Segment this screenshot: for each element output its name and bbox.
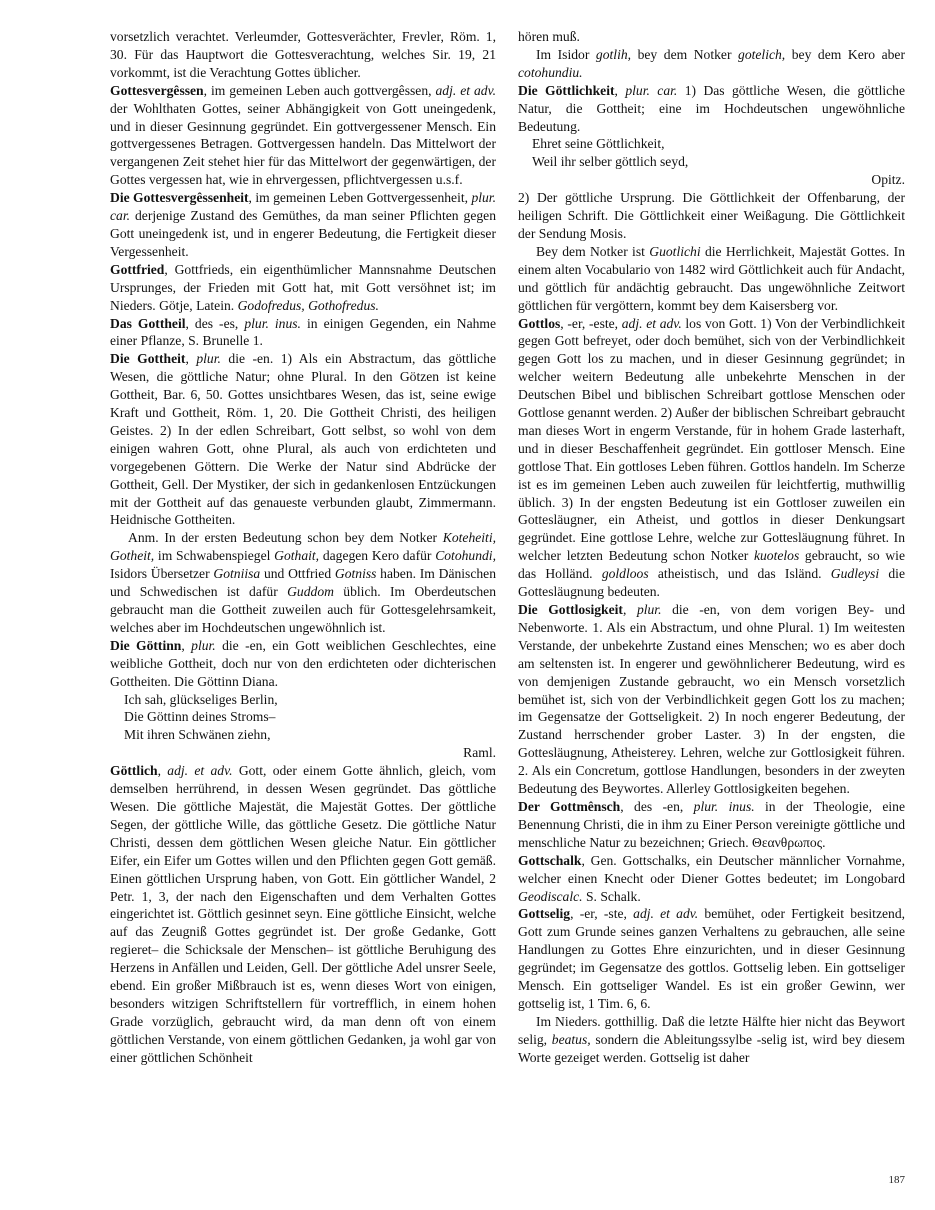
paragraph (518, 28, 905, 46)
body-text: dagegen Kero dafür (319, 548, 436, 564)
headword: Die Gottlosigkeit (518, 602, 623, 617)
dictionary-entry (518, 82, 905, 136)
body-text: Raml. (463, 745, 496, 761)
verse-line (518, 135, 905, 153)
body-text: in einigen Gegenden, ein Nahme einer Pflanze, S. Brunelle 1. (110, 315, 497, 349)
headword: Die Göttinn (110, 637, 182, 653)
headword: Die Gottheit (110, 351, 186, 367)
headword: Der Gottmênsch (518, 798, 621, 814)
dictionary-entry (110, 350, 496, 529)
italic-text: Guotlichi (649, 243, 701, 259)
headword: Die Gottesvergêssenheit (110, 190, 249, 206)
headword: Göttlich (110, 763, 158, 779)
body-text: , (614, 82, 626, 98)
italic-text: Geodiscalc. (518, 888, 583, 904)
paragraph (518, 189, 905, 243)
body-text: Im Nieders. gotthillig. Daß die letzte Hälfte hier nicht das Beywort selig, (518, 1013, 905, 1047)
verse-attribution (110, 744, 496, 762)
body-text: haben. Im Dänischen und Schwedischen ist dafür (110, 566, 496, 600)
dictionary-entry (518, 852, 905, 906)
italic-text: Gotniss (334, 566, 377, 582)
dictionary-entry (110, 637, 496, 691)
italic-text: Koteheiti, Gotheit, (110, 530, 496, 564)
page-number: 187 (888, 1174, 905, 1186)
body-text: , (185, 351, 197, 367)
headword: Gottfried (110, 261, 165, 277)
body-text: atheistisch, und das Isländ. (648, 566, 831, 582)
headword: Gottselig (518, 906, 571, 922)
body-text: , des -es, (185, 315, 245, 331)
body-text: gebraucht, so wie das Holländ. (518, 548, 905, 582)
italic-text: plur. car. (625, 82, 678, 98)
headword: Die Göttlichkeit (518, 82, 615, 98)
verse-line (518, 153, 905, 171)
body-text: bemühet, oder Fertigkeit besitzend, Gott zum Grunde seines ganzen Verhaltens zu gebrauchen, alle seine Handlungen zu Gottes Ehre einzurichten, und in dieser Gesinnung gegründet; im Gegensatze des gottlos. Gottselig leben. Ein gottseliger Mensch. Ein gottseliger Wandel. Es ist ein großer Gewinn, wer gottselig ist, 1 Tim. 6, 6. (518, 906, 906, 1011)
body-text: üblich. Im Oberdeutschen gebraucht man die Gottheit zuweilen auch für Gottesgelehrsamkeit, welches aber im Hochdeutschen ungewöhnlich ist. (110, 584, 497, 635)
dictionary-entry (518, 315, 905, 602)
italic-text: Guddom (287, 584, 334, 600)
body-text: 2) Der göttliche Ursprung. Die Göttlichkeit der Offenbarung, der heiligen Schrift. Die Göttlichkeit einer Weißagung. Die Göttlichkeit der Sendung Mosis. (518, 190, 905, 241)
italic-text: plur. car. (110, 190, 496, 224)
body-text: hören muß. (518, 29, 580, 44)
italic-text: plur. (191, 637, 216, 653)
dictionary-entry (110, 82, 496, 189)
body-text: , des -en, (620, 798, 694, 814)
body-text: Die Göttinn deines Stroms– (124, 709, 276, 725)
body-text: , (181, 637, 192, 653)
body-text: im Schwabenspiegel (154, 548, 275, 564)
italic-text: adj. et adv. (621, 315, 682, 331)
paragraph (518, 1013, 905, 1067)
dictionary-entry (110, 189, 496, 261)
italic-text: Gotniisa (213, 566, 261, 582)
right-column (518, 28, 905, 1067)
dictionary-entry (110, 261, 496, 315)
paragraph (110, 529, 496, 636)
italic-text: plur. (636, 602, 662, 617)
body-text: , (157, 763, 168, 779)
italic-text: Gothait, (274, 548, 320, 564)
body-text: 1) Das göttliche Wesen, die göttliche Natur, die Gottheit; eine im Hochdeutschen ungewöhnliche Bedeutung. (518, 82, 906, 134)
headword: Gottesvergêssen (110, 82, 204, 98)
italic-text: Gudleysi (830, 566, 880, 582)
body-text: Mit ihren Schwänen ziehn, (124, 727, 271, 743)
italic-text: Cotohundi, (435, 548, 496, 564)
body-text: die Herrlichkeit, Majestät Gottes. In einem alten Vocabulario von 1482 wird Göttlichkeit auch für Andacht, und göttlich für andächtig gebraucht. Das ungewöhnliche Zeitwort göttlichen für vergöttern, kommt bey dem Kaisersberg vor. (518, 243, 905, 313)
body-text: , Gen. Gottschalks, ein Deutscher männlicher Vornahme, welcher einen Knecht oder Diener Gottes bedeutet; im Longobard (518, 852, 905, 886)
verse-line (110, 708, 496, 726)
body-text: los von Gott. 1) Von der Verbindlichkeit gegen Gott befreyet, oder doch bemühet, sich von der Verbindlichkeit gegen Gott los zu machen, und in dieser Gesinnung gegründet; in welcher weitern Bedeutung alle unbekehrte Menschen in der Deutschen Bibel und biblischen Schreibart gottlose Menschen oder Gottlose genannt werden. 2) Außer der biblischen Schreibart gebraucht man dieses Wort in engerm Verstande, für in hohem Grade lasterhaft, und in dieser Beschaffenheit gegründet. Ein gottloser Mensch. Eine gottlose That. Ein gottloses Leben führen. Gottlos handeln. Im Scherze ist es im gemeinen Leben auch zuweilen für leichtfertig, muthwillig üblich. 3) In der engsten Bedeutung ist ein Gottloser zuweilen ein Gottesläugner, ein Atheist, und gottlos in dieser Denkungsart gegründet. Eine gottlose Lehre, welche zur Gottesläugnung führet. In welcher letzten Bedeutung schon Notker (518, 315, 905, 564)
body-text: , -er, -ste, (570, 906, 634, 922)
italic-text: adj. et adv. (435, 82, 496, 98)
verse-line (110, 691, 496, 709)
italic-text: plur. inus. (693, 798, 755, 814)
italic-text: gotelich, (738, 46, 786, 62)
body-text: Im Isidor (536, 46, 596, 62)
verse-attribution (518, 171, 905, 189)
body-text: die Gottesläugnung bedeuten. (518, 566, 905, 600)
italic-text: cotohundiu. (518, 64, 583, 80)
paragraph (110, 28, 496, 82)
headword: Gottlos (518, 315, 561, 331)
dictionary-entry (518, 905, 905, 1012)
italic-text: adj. et adv. (633, 906, 699, 922)
body-text: Ehret seine Göttlichkeit, (532, 136, 665, 152)
body-text: bey dem Kero aber (785, 46, 905, 62)
dictionary-entry (518, 798, 905, 852)
italic-text: goldloos (601, 566, 649, 582)
body-text: Gott, oder einem Gotte ähnlich, gleich, vom demselben herrührend, in dessen Wesen gegründet. Das göttliche Wesen. Die göttliche Majestät, die Majestät Gottes. Der göttliche Segen, der göttliche Wille, das göttliche Gesetz. Die göttliche Natur Christi, dessen dem göttlichen Wesen gleiche Natur. Ein göttlicher Eifer, ein Eifer um Gottes willen und den Pflichten gegen Gott gemäß. Einen göttlichen Ursprung haben, von Gott. Ein göttlicher Wandel, 2 Petr. 1, 3, der nach den Eigenschaften und dem Verhalten Gottes eingerichtet ist. Göttlich gesinnet seyn. Eine göttliche Einsicht, welche auf das Zeugniß Gottes gegründet ist. Der große Gedanke, Gott regieret– die Schicksale der Menschen– ist göttliche Beruhigung des Herzens in Anfällen und Leiden, Gell. Der göttliche Adel unsrer Seele, ebend. Ein großer Mißbrauch ist es, wenn dieses Wort von einigen, besonders witzigen Schriftstellern für vortrefflich, in einem hohen Grade vorzüglich, gebraucht wird, da man denn oft von einem göttlichen Verstande, von einem göttlichen Gedanken, ja wohl gar von einer göttlichen Schönheit (110, 763, 496, 1065)
body-text: vorsetzlich verachtet. Verleumder, Gottesverächter, Frevler, Röm. 1, 30. Für das Hauptwort die Gottesverachtung, welches Sir. 19, 21 vorkommt, ist die Verachtung Gottes üblicher. (110, 29, 496, 80)
dictionary-entry (110, 315, 496, 351)
body-text: Ich sah, glückseliges Berlin, (124, 691, 278, 707)
body-text: die -en, ein Gott weiblichen Geschlechtes, eine weibliche Gottheit, doch nur von den erdichteten oder dichterischen Gottheiten. Die Göttinn Diana. (110, 637, 496, 689)
body-text: , Gottfrieds, ein eigenthümlicher Mannsnahme Deutschen Ursprunges, der Frieden mit Gott hat, mit Gott versöhnet ist; im Nieders. Götje, Latein. (110, 261, 496, 313)
body-text: S. Schalk. (582, 888, 641, 904)
headword: Gottschalk (518, 852, 582, 868)
body-text: Bey dem Notker ist (536, 243, 650, 259)
italic-text: gotlih, (595, 46, 632, 62)
body-text: der Wohlthaten Gottes, seiner Abhängigkeit von Gott uneingedenk, und in dieser Gesinnung gegründet. Ein gottvergessener Mensch. Ein gottvergessenes Betragen. Gottvergessen handeln. Das Mittelwort der vergangenen Zeit stehet hier für das Mittelwort der gegenwärtigen, der Gottes vergessen hat, wie in ehrvergessen, pflichtvergessen u.s.f. (110, 100, 496, 188)
body-text: Weil ihr selber göttlich seyd, (532, 154, 689, 170)
body-text: und Ottfried (260, 566, 335, 582)
body-text: , -er, -este, (560, 315, 622, 331)
italic-text: adj. et adv. (167, 763, 233, 779)
italic-text: Godofredus, Gothofredus. (237, 297, 379, 313)
body-text: die -en, von dem vorigen Bey- und Nebenworte. 1. Als ein Abstractum, und ohne Plural. 1) Im weitesten Verstande, der unbekehrte Zustand eines Menschen; wo es aber doch am seltensten ist. In engerer und gewöhnlicherer Bedeutung, wird es von demjenigen Zustande gebraucht, wo ein Mensch vorsetzlich bemühet ist, sich von der Verbindlichkeit gegen Gott los zu machen; im Gegensatze der Gottseligkeit. 2) In noch engerer Bedeutung, der Zustand herrschender grober Laster. 3) In der engsten, die Gottesläugnung, Atheisterey. Lehren, welche zur Gottlosigkeit führen. 2. Als ein Concretum, gottlose Handlungen, besonders in der zweyten Bedeutung des Beywortes. Allerley Gottlosigkeiten begehen. (518, 602, 905, 797)
left-column (110, 28, 496, 1067)
dictionary-entry (518, 601, 905, 798)
italic-text: kuotelos (753, 548, 800, 564)
verse-line (110, 726, 496, 744)
paragraph (518, 46, 905, 82)
italic-text: beatus, (551, 1031, 591, 1047)
body-text: bey dem Notker (631, 46, 739, 62)
body-text: Isidors Übersetzer (110, 566, 214, 582)
body-text: die -en. 1) Als ein Abstractum, das göttliche Wesen, die göttliche Natur; ohne Plural. In den Götzen ist keine Gottheit, Bar. 6, 50. Gottes unsichtbares Wesen, das ist, seine ewige Kraft und Gottheit, Röm. 1, 20. Die Gottheit Christi, des heiligen Geistes. 2) In der edlen Schreibart, Gott selbst, so wohl von dem einigen wahren Gott, ohne Plural, als auch von erdichteten und vorgegebenen Göttern. Die Werke der Natur sind Abdrücke der Gottheit, Gell. Der Mystiker, der sich in gedankenlosen Entzückungen mit der Gottheit auf das genaueste verbunden glaubt, Zimmermann. Heidnische Gottheiten. (110, 351, 497, 528)
body-text: , im gemeinen Leben Gottvergessenheit, (248, 190, 472, 206)
dictionary-entry (110, 762, 496, 1066)
italic-text: plur. inus. (244, 315, 301, 331)
body-text: derjenige Zustand des Gemüthes, da man seiner Pflichten gegen Gott uneingedenk ist, und in engerer Bedeutung, die Fertigkeit dieser Vergessenheit. (110, 208, 496, 259)
body-text: , im gemeinen Leben auch gottvergêssen, (203, 82, 436, 98)
body-text: , (622, 602, 637, 617)
italic-text: plur. (196, 351, 221, 367)
body-text: in der Theologie, eine Benennung Christi, die in ihm zu Einer Person vereinigte göttliche und menschliche Natur zu bezeichnen; Griech. Θεανθρωπος. (518, 798, 905, 850)
body-text: Anm. In der ersten Bedeutung schon bey dem Notker (128, 530, 443, 546)
paragraph (518, 243, 905, 315)
body-text: sondern die Ableitungssylbe -selig ist, wird bey diesem Worte gezeiget werden. Gottselig ist daher (518, 1031, 905, 1065)
headword: Das Gottheil (110, 315, 186, 331)
body-text: Opitz. (871, 172, 905, 188)
